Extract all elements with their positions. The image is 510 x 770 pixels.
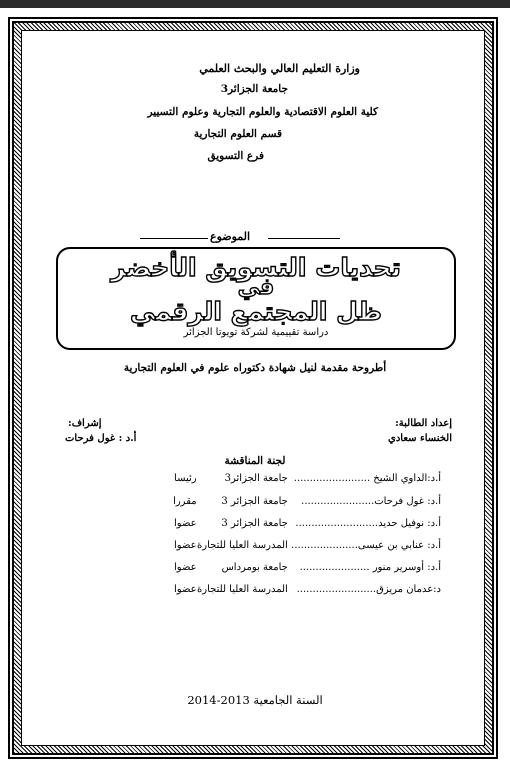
supervisor-label: إشراف: <box>68 418 102 429</box>
department-name: قسم العلوم التجارية <box>193 128 282 140</box>
member-institution: جامعة الجزائر 3 <box>221 496 288 507</box>
subject-label: الموضوع <box>210 230 251 243</box>
committee-member <box>157 540 441 551</box>
member-institution: جامعة الجزائر3 <box>224 473 288 484</box>
title-subtitle: دراسة تقييمية لشركة تويوتا الجزائر <box>183 327 329 338</box>
member-name: أ.د: عنابي بن عيسى..................... <box>291 540 441 551</box>
university-name: جامعة الجزائر3 <box>220 83 288 95</box>
member-role: عضوا <box>174 518 197 529</box>
member-role: مقررا <box>173 496 197 507</box>
committee-member <box>157 562 441 573</box>
member-institution: المدرسة العليا للتجارة <box>197 540 288 551</box>
member-role: عضوا <box>174 562 197 573</box>
title-line-3: ظل المجتمع الرقمي <box>130 297 382 326</box>
member-institution: جامعة الجزائر 3 <box>221 518 288 529</box>
thesis-statement: أطروحة مقدمة لنيل شهادة دكتوراه علوم في العلوم التجارية <box>123 362 387 374</box>
member-role: عضوا <box>174 584 197 595</box>
committee-member <box>157 473 441 484</box>
committee-member <box>157 496 441 507</box>
subject-rule-left <box>140 238 208 239</box>
title-line-2: في <box>237 275 275 300</box>
faculty-name: كلية العلوم الاقتصادية والعلوم التجارية وعلوم التسيير <box>147 106 378 118</box>
supervisor-name: أ.د : غول فرحات <box>65 433 137 444</box>
title-box <box>56 247 456 350</box>
member-name: أ.د:الداوي الشيخ ........................ <box>293 473 441 484</box>
student-name: الخنساء سعادي <box>388 433 452 444</box>
academic-year: السنة الجامعية 2013-2014 <box>187 693 323 707</box>
committee-member <box>157 518 441 529</box>
student-label: إعداد الطالبة: <box>395 418 452 429</box>
member-name: أ.د: أوسرير منور ...................... <box>299 562 441 573</box>
subject-rule-right <box>268 238 340 239</box>
member-name: د:عدمان مريزق......................... <box>296 584 441 595</box>
member-role: عضوا <box>174 540 197 551</box>
member-institution: المدرسة العليا للتجارة <box>197 584 288 595</box>
branch-name: فرع التسويق <box>207 150 264 162</box>
title-line-1: تحديات التسويق الأخضر <box>111 253 401 282</box>
member-name: أ.د: غول فرحات....................... <box>301 496 441 507</box>
top-border-bar <box>0 0 510 8</box>
member-role: رئيسا <box>174 473 197 484</box>
member-name: أ.د: نوفيل حديد.......................... <box>295 518 441 529</box>
committee-title: لجنة المناقشة <box>224 455 286 467</box>
member-institution: جامعة بومرداس <box>221 562 288 573</box>
ministry-name: وزارة التعليم العالي والبحث العلمي <box>199 62 360 75</box>
committee-member <box>157 584 441 595</box>
